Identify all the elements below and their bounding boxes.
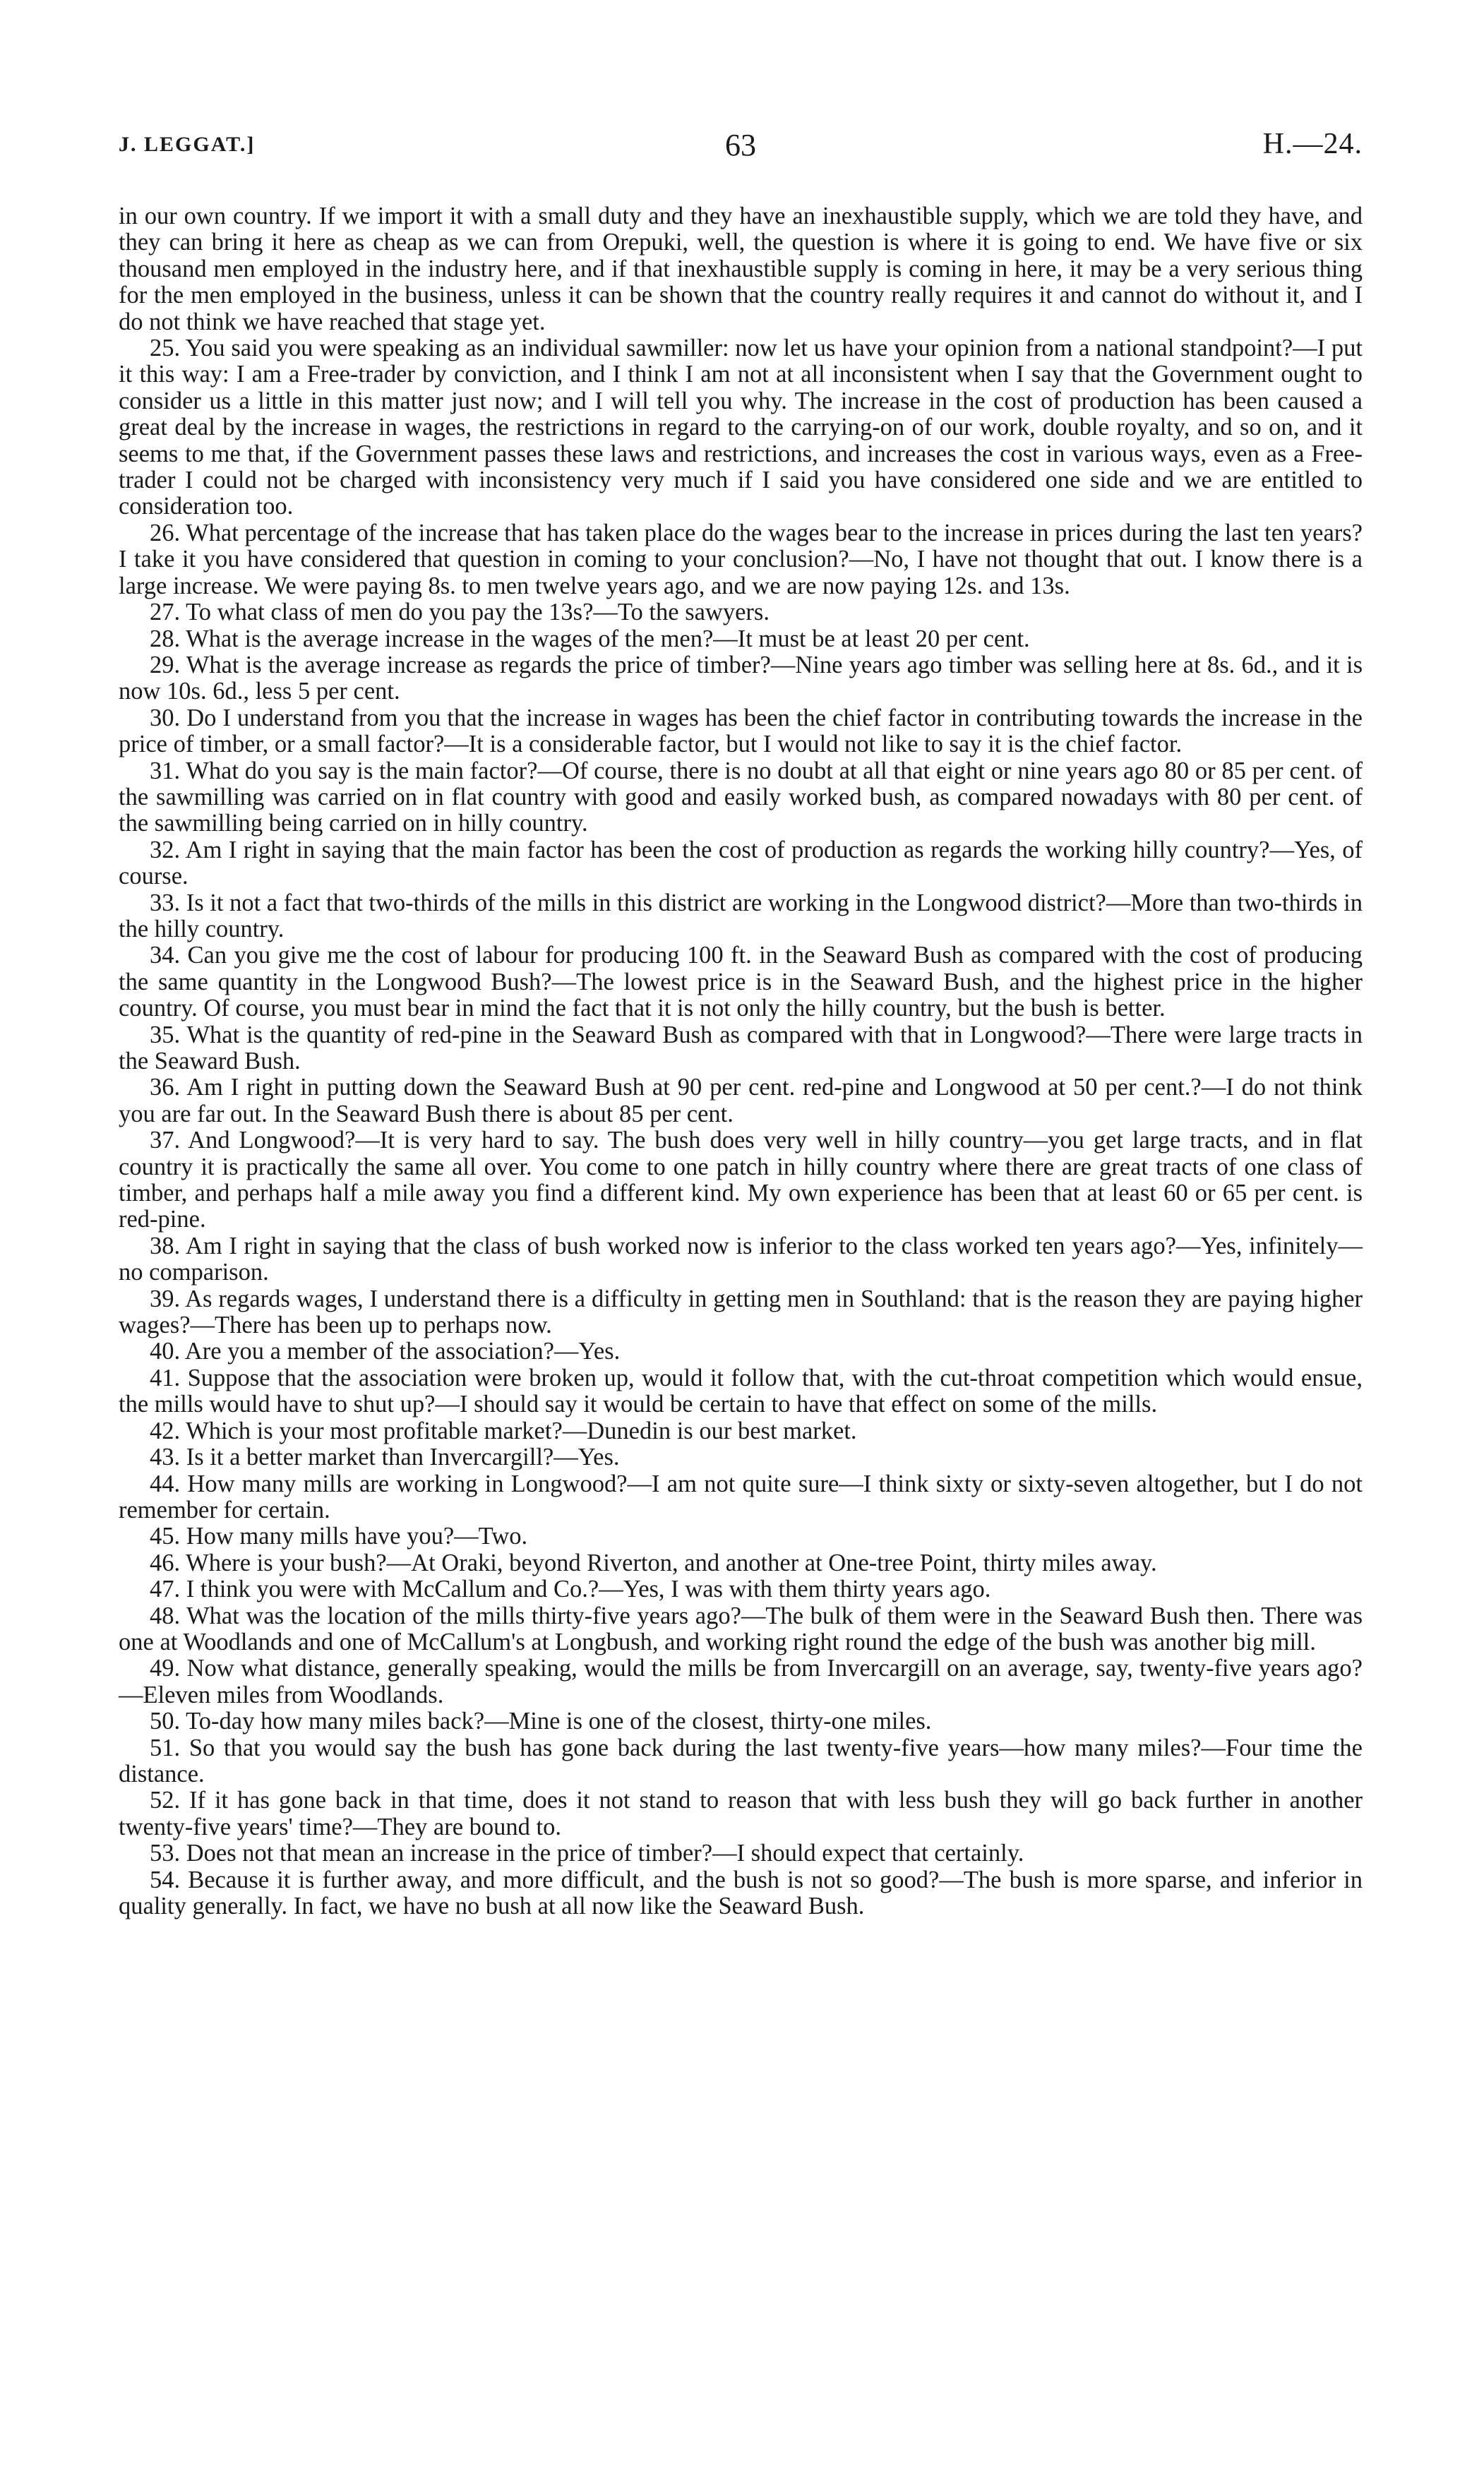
question-46: 46. Where is your bush?—At Oraki, beyond Riverton, and another at One-tree Point, thirty miles away. <box>150 1549 1157 1576</box>
question-34: 34. Can you give me the cost of labour for producing 100 ft. in the Seaward Bush as compared with the cost of producing the same quantity in the Longwood Bush?—The lowest price is in the Seaward Bush, and the highest price in the higher country. Of course, you must bear in mind the fact that it is not only the hilly country, but the bush is better. <box>119 942 1363 1022</box>
question-49: 49. Now what distance, generally speaking, would the mills be from Invercargill on an average, say, twenty-five years ago?—Eleven miles from Woodlands. <box>119 1655 1363 1708</box>
question-52: 52. If it has gone back in that time, does it not stand to reason that with less bush they will go back further in another twenty-five years' time?—They are bound to. <box>119 1787 1363 1840</box>
question-43: 43. Is it a better market than Invercargill?—Yes. <box>150 1444 620 1471</box>
question-51: 51. So that you would say the bush has gone back during the last twenty-five years—how many miles?—Four time the distance. <box>119 1734 1363 1787</box>
question-40: 40. Are you a member of the association?—Yes. <box>150 1338 621 1365</box>
question-30: 30. Do I understand from you that the increase in wages has been the chief factor in contributing towards the increase in the price of timber, or a small factor?—It is a considerable factor, but I would not like to say it is the chief factor. <box>119 704 1363 758</box>
question-35: 35. What is the quantity of red-pine in the Seaward Bush as compared with that in Longwood?—There were large tracts in the Seaward Bush. <box>119 1021 1363 1074</box>
question-29: 29. What is the average increase as regards the price of timber?—Nine years ago timber was selling here at 8s. 6d., and it is now 10s. 6d., less 5 per cent. <box>119 651 1363 705</box>
question-27: 27. To what class of men do you pay the 13s?—To the sawyers. <box>150 599 770 626</box>
question-31: 31. What do you say is the main factor?—Of course, there is no doubt at all that eight or nine years ago 80 or 85 per cent. of the sawmilling was carried on in flat country with good and easily worked bush, as compared nowadays with 80 per cent. of the sawmilling being carried on in hilly country. <box>119 757 1363 837</box>
question-38: 38. Am I right in saying that the class of bush worked now is inferior to the class worked ten years ago?—Yes, infinitely—no comparison. <box>119 1232 1363 1286</box>
paper-reference: H.—24. <box>1262 128 1363 160</box>
question-25: 25. You said you were speaking as an individual sawmiller: now let us have your opinion from a national standpoint?—I put it this way: I am a Free-trader by conviction, and I think I am not at all inconsistent when I say that the Government ought to consider us a little in this matter just now; and I will tell you why. The increase in the cost of production has been caused a great deal by the increase in wages, the restrictions in regard to the carrying-on of our work, double royalty, and so on, and it seems to me that, if the Government passes these laws and restrictions, and increases the cost in various ways, even as a Free-trader I could not be charged with inconsistency very much if I said you have considered one side and we are entitled to consideration too. <box>119 335 1363 520</box>
question-28: 28. What is the average increase in the wages of the men?—It must be at least 20 per cent. <box>150 625 1030 652</box>
question-47: 47. I think you were with McCallum and Co.?—Yes, I was with them thirty years ago. <box>150 1576 991 1603</box>
question-44: 44. How many mills are working in Longwood?—I am not quite sure—I think sixty or sixty-seven altogether, but I do not remember for certain. <box>119 1470 1363 1523</box>
question-50: 50. To-day how many miles back?—Mine is one of the closest, thirty-one miles. <box>150 1708 932 1735</box>
question-33: 33. Is it not a fact that two-thirds of the mills in this district are working in the Longwood district?—More than two-thirds in the hilly country. <box>119 889 1363 942</box>
page-number: 63 <box>725 128 756 162</box>
question-37: 37. And Longwood?—It is very hard to say. The bush does very well in hilly country—you get large tracts, and in flat country it is practically the same all over. You come to one patch in hilly country where there are great tracts of one class of timber, and perhaps half a mile away you find a different kind. My own experience has been that at least 60 or 65 per cent. is red-pine. <box>119 1127 1363 1233</box>
question-26: 26. What percentage of the increase that has taken place do the wages bear to the increase in prices during the last ten years? I take it you have considered that question in coming to your conclusion?—No, I have not thought that out. I know there is a large increase. We were paying 8s. to men twelve years ago, and we are now paying 12s. and 13s. <box>119 519 1363 599</box>
question-54: 54. Because it is further away, and more difficult, and the bush is not so good?—The bush is more sparse, and inferior in quality generally. In fact, we have no bush at all now like the Seaward Bush. <box>119 1866 1363 1919</box>
witness-name: J. LEGGAT.] <box>119 133 256 156</box>
question-39: 39. As regards wages, I understand there is a difficulty in getting men in Southland: that is the reason they are paying higher wages?—There has been up to perhaps now. <box>119 1285 1363 1339</box>
question-41: 41. Suppose that the association were broken up, would it follow that, with the cut-throat competition which would ensue, the mills would have to shut up?—I should say it would be certain to have that effect on some of the mills. <box>119 1364 1363 1418</box>
page-header <box>119 124 1363 174</box>
continuation-paragraph: in our own country. If we import it with a small duty and they have an inexhaustible supply, which we are told they have, and they can bring it here as cheap as we can from Orepuki, well, the question is where it is going to end. We have five or six thousand men employed in the industry here, and if that inexhaustible supply is coming in here, it may be a very serious thing for the men employed in the business, unless it can be shown that the country really requires it and cannot do without it, and I do not think we have reached that stage yet. <box>119 203 1363 335</box>
evidence-body <box>119 203 1363 1919</box>
question-36: 36. Am I right in putting down the Seaward Bush at 90 per cent. red-pine and Longwood at 50 per cent.?—I do not think you are far out. In the Seaward Bush there is about 85 per cent. <box>119 1074 1363 1127</box>
question-53: 53. Does not that mean an increase in the price of timber?—I should expect that certainly. <box>150 1840 1024 1867</box>
question-42: 42. Which is your most profitable market?—Dunedin is our best market. <box>150 1417 857 1444</box>
question-45: 45. How many mills have you?—Two. <box>150 1523 528 1550</box>
question-32: 32. Am I right in saying that the main factor has been the cost of production as regards the working hilly country?—Yes, of course. <box>119 836 1363 890</box>
question-48: 48. What was the location of the mills thirty-five years ago?—The bulk of them were in the Seaward Bush then. There was one at Woodlands and one of McCallum's at Longbush, and working right round the edge of the bush was another big mill. <box>119 1602 1363 1655</box>
